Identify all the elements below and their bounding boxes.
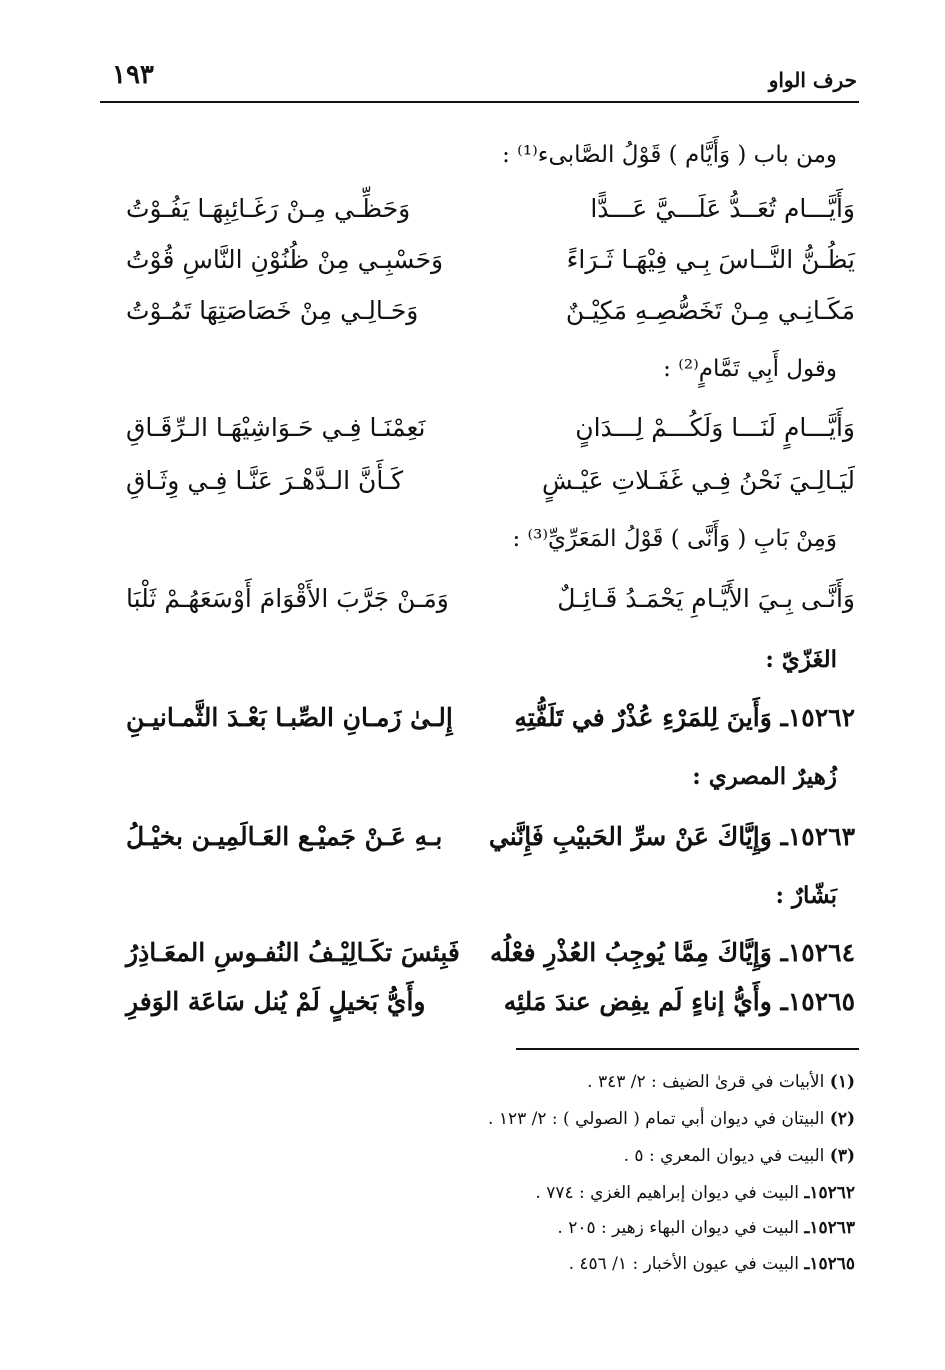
verse-number: ١٥٢٦٢ـ — [780, 703, 855, 732]
verse-second-hemistich: وَحَـالِـي مِنْ خَصَاصَتِهَا تَمُـوْتُ — [126, 296, 419, 325]
intro-line: وَمِنْ بَابِ ( وَأَنَّى ) قَوْلُ المَعَرِّيِّ⁽³⁾ : — [512, 526, 837, 552]
verse-second-hemistich: نَعِمْنَـا فِـي حَـوَاشِيْهَـا الـرِّقَـاقِ — [126, 413, 426, 442]
numbered-verse-first-hemistich — [514, 703, 855, 732]
header-rule — [100, 101, 859, 103]
verse-second-hemistich: وَحَسْبِـي مِنْ ظُنُوْنِ النَّاسِ قُوْتُ — [126, 245, 444, 274]
running-header-title: حرف الواو — [768, 68, 857, 92]
footnote — [535, 1183, 855, 1203]
footnote — [587, 1072, 855, 1092]
footnote — [569, 1254, 855, 1274]
footnote-text: البيت في ديوان البهاء زهير : ٢٠٥ . — [557, 1218, 799, 1238]
hemistich-text: وَإِيَّاكَ عَنْ سرِّ الحَبيْبِ فَإِنَّني — [488, 822, 772, 851]
verse-second-hemistich: فَبِئسَ تكَـالِيْـفُ النُفـوسِ المعَـاذِرُ — [126, 938, 460, 967]
footnote-text: الأبيات في قرىٰ الضيف : ٢/ ٣٤٣ . — [587, 1072, 825, 1092]
numbered-verse-first-hemistich — [490, 938, 855, 967]
footnote — [557, 1218, 855, 1238]
footnote-text: البيت في عيون الأخبار : ١/ ٤٥٦ . — [568, 1254, 799, 1274]
footnote-separator — [516, 1048, 859, 1050]
page-number: ١٩٣ — [112, 60, 154, 90]
footnote-number: (١) — [829, 1072, 855, 1092]
footnote-number: (٣) — [829, 1146, 855, 1166]
footnote — [488, 1109, 855, 1129]
intro-line: وقول أَبِي تَمَّامٍ⁽²⁾ : — [663, 356, 837, 382]
poet-name: زُهيرٌ المصري : — [692, 763, 837, 790]
footnote-text: البيت في ديوان إبراهيم الغزي : ٧٧٤ . — [535, 1183, 799, 1203]
verse-number: ١٥٢٦٥ـ — [780, 987, 855, 1016]
verse-second-hemistich: وَحَظِّـي مِـنْ رَغَـائِبِهَـا يَفُـوْتُ — [126, 194, 411, 223]
verse-second-hemistich: وَمَـنْ جَرَّبَ الأَقْوَامَ أَوْسَعَهُـمْ ثَلْبَا — [126, 584, 449, 613]
numbered-verse-first-hemistich — [489, 822, 855, 851]
footnote-number: ١٥٢٦٣ـ — [804, 1218, 855, 1238]
footnote-text: البيتان في ديوان أبي تمام ( الصولي ) : ٢/ ١٢٣ . — [488, 1109, 825, 1129]
verse-number: ١٥٢٦٤ـ — [780, 938, 855, 967]
footnote-text: البيت في ديوان المعري : ٥ . — [623, 1146, 825, 1166]
verse-second-hemistich: بـهِ عَـنْ جَميْـع العَـالَمِيـن بخيْـلُ — [126, 822, 443, 851]
footnote-number: ١٥٢٦٥ـ — [804, 1254, 855, 1274]
hemistich-text: وَإِيَّاكَ مِمَّا يُوجِبُ العُذْرِ فعْلُه — [489, 938, 772, 967]
verse-first-hemistich: مَكَـانِـي مِـنْ تَخَصُّصِـهِ مَكِيْـنٌ — [565, 296, 855, 325]
hemistich-text: وَأَينَ لِلمَرْءِ عُذْرٌ في تَلَفُّتِهِ — [514, 703, 772, 732]
verse-second-hemistich: إِلـىٰ زَمـانِ الصِّبـا بَعْـدَ الثَّمـانيـنِ — [126, 703, 453, 732]
poet-name: بَشّارٌ : — [775, 882, 837, 909]
poet-name: الغَزّيّ : — [765, 646, 837, 673]
hemistich-text: وأَيُّ إناءٍ لَم يفِض عندَ مَلئِه — [503, 987, 772, 1016]
footnote — [624, 1146, 855, 1166]
verse-first-hemistich: وَأَنَّـى بِـيَ الأَيَّـامِ يَحْمَـدُ قَـائِـلٌ — [557, 584, 855, 613]
intro-line: ومن باب ( وَأَيَّام ) قَوْلُ الصَّابىء⁽¹⁾ : — [502, 142, 837, 168]
verse-number: ١٥٢٦٣ـ — [780, 822, 855, 851]
verse-second-hemistich: كَـأَنَّ الـدَّهْـرَ عَنَّـا فِـي وِثَـاقِ — [126, 466, 404, 495]
numbered-verse-first-hemistich — [504, 987, 855, 1016]
footnote-number: (٢) — [829, 1109, 855, 1129]
verse-first-hemistich: يَظُـنُّ النَّــاسَ بِـي فِيْهَـا ثَـرَاءً — [566, 245, 855, 274]
verse-first-hemistich: وَأَيَّـــام تُعَــدُّ عَلَـــيَّ عَـــدًّا — [590, 194, 855, 223]
verse-first-hemistich: وَأَيَّـــامٍ لَنَـــا وَلَكُـــمْ لِـــدَانٍ — [575, 413, 855, 442]
footnote-number: ١٥٢٦٢ـ — [804, 1183, 855, 1203]
verse-first-hemistich: لَيَـالِـيَ نَحْنُ فِـي غَفَـلاتِ عَيْـشٍ — [541, 466, 855, 495]
verse-second-hemistich: وأَيُّ بَخيلٍ لَمْ يُنل سَاعَة الوَفرِ — [126, 987, 426, 1016]
